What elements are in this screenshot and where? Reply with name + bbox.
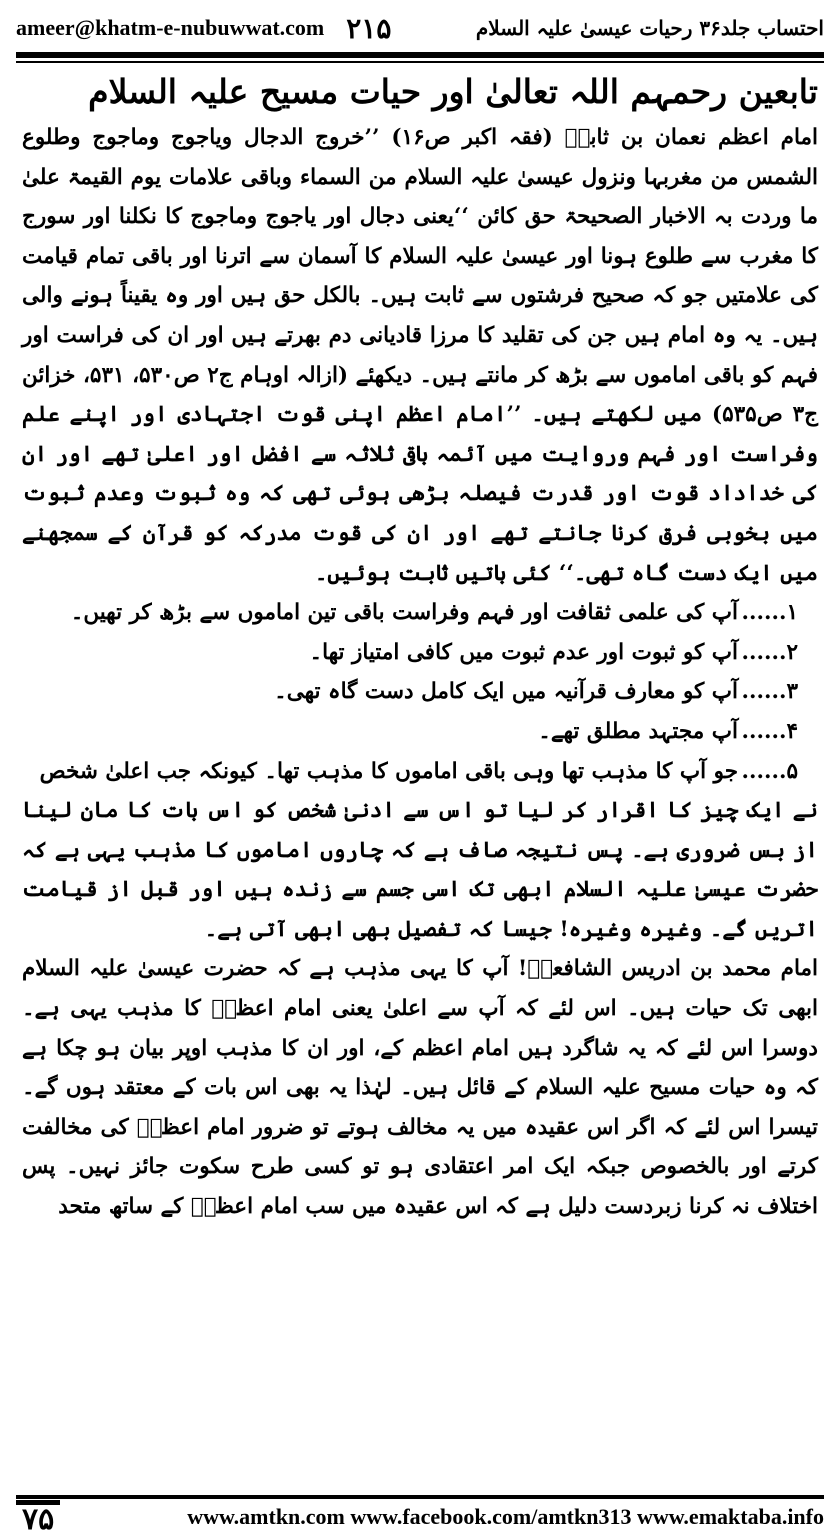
list-item-text: جو آپ کا مذہب تھا وہی باقی اماموں کا مذہب تھا۔ کیونکہ جب اعلیٰ شخص: [39, 758, 738, 784]
paragraph-3: امام محمد بن ادریس الشافعیؒ! آپ کا یہی مذہب ہے کہ حضرت عیسیٰ علیہ السلام ابھی تک حیات ہیں۔ اس لئے کہ آپ سے اعلیٰ یعنی امام اعظمؒ کا مذہب یہی ہے۔ دوسرا اس لئے کہ یہ شاگرد ہیں امام اعظم کے، اور ان کا مذہب اوپر بیان ہو چکا ہے کہ وہ حیات مسیح علیہ السلام کے قائل ہیں۔ لہٰذا یہ بھی اس بات کے معتقد ہوں گے۔ تیسرا اس لئے کہ اگر اس عقیدہ میں یہ مخالف ہوتے تو ضرور امام اعظمؒ کی مخالفت کرتے اور بالخصوص جبکہ ایک امر اعتقادی ہو تو کسی طرح سکوت جائز نہیں۔ پس اختلاف نہ کرنا زبردست دلیل ہے کہ اس عقیدہ میں سب امام اعظمؒ کے ساتھ متحد: [22, 956, 818, 1220]
list-item-number: ۲......: [741, 639, 798, 665]
header-left: [16, 12, 391, 45]
list-item-number: ۱......: [741, 600, 798, 626]
paragraph-1: امام اعظم نعمان بن ثابتؒ (فقہ اکبر ص۱۶) ’’خروج الدجال ویاجوج وماجوج وطلوع الشمس من مغربہا ونزول عیسیٰ علیہ السلام من السماء وباقی علامات یوم القیمۃ علیٰ ما وردت بہ الاخبار الصحیحۃ حق کائن ‘‘یعنی دجال اور یاجوج وماجوج کا نکلنا اور سورج کا مغرب سے طلوع ہونا اور عیسیٰ علیہ السلام کا آسمان سے اترنا اور باقی تمام قیامت کی علامتیں جو کہ صحیح فرشتوں سے ثابت ہیں۔ بالکل حق ہیں اور وہ یقیناً ہونے والی ہیں۔ یہ وہ امام ہیں جن کی تقلید کا مرزا قادیانی دم بھرتے ہیں اور ان کی فراست اور فہم کو باقی اماموں سے بڑھ کر مانتے ہیں۔ دیکھئے (ازالہ اوہام ج۲ ص۵۳۰، ۵۳۱، خزائن ج۳ ص۵۳۵) میں لکھتے ہیں۔ ’’امام اعظم اپنی قوت اجتہادی اور اپنے علم وفراست اور فہم وروایت میں آئمہ باقی ثلاثہ سے افضل اور اعلیٰ تھے اور ان کی خداداد قوت اور قدرت فیصلہ بڑھی ہوئی تھی کہ وہ ثبوت وعدم ثبوت میں بخوبی فرق کرنا جانتے تھے اور ان کی قوت مدرکہ کو قرآن کے سمجھنے میں ایک دست گاہ تھی۔‘‘ کئی باتیں ثابت ہوئیں۔: [22, 125, 819, 586]
section-heading: تابعین رحمہم اللہ تعالیٰ اور حیات مسیح علیہ السلام: [88, 72, 818, 111]
list-item-number: ۳......: [741, 679, 798, 705]
list-item-text: آپ کی علمی ثقافت اور فہم وفراست باقی تین اماموں سے بڑھ کر تھیں۔: [70, 600, 738, 626]
list-item-text: آپ کو ثبوت اور عدم ثبوت میں کافی امتیاز تھا۔: [309, 639, 738, 665]
list-item: [22, 672, 818, 712]
points-list: [22, 593, 818, 791]
footer-websites[interactable]: www.amtkn.com www.facebook.com/amtkn313 www.emaktaba.info: [187, 1504, 824, 1529]
list-item: [22, 752, 818, 792]
header-email[interactable]: ameer@khatm-e-nubuwwat.com: [16, 15, 325, 40]
header-rule-thin: [16, 61, 824, 63]
list-item-number: ۵......: [741, 758, 798, 784]
list-item: [22, 633, 818, 673]
list-item-text: آپ کو معارف قرآنیہ میں ایک کامل دست گاہ تھی۔: [274, 679, 738, 705]
header-page-number: ۲۱۵: [346, 11, 392, 45]
list-item: [22, 593, 818, 633]
page-header: [16, 10, 824, 46]
header-rule-thick: [16, 52, 824, 58]
header-book-title: احتساب جلد۳۶ رحیات عیسیٰ علیہ السلام: [475, 16, 824, 40]
paragraph-2: نے ایک چیز کا اقرار کر لیا تو اس سے ادنیٰ شخص کو اس بات کا مان لینا از بس ضروری ہے۔ پس نتیجہ صاف ہے کہ چاروں اماموں کا مذہب یہی ہے کہ حضرت عیسیٰ علیہ السلام ابھی تک اسی جسم سے زندہ ہیں اور قبل از قیامت اتریں گے۔ وغیرہ وغیرہ! جیسا کہ تفصیل بھی ابھی آتی ہے۔: [22, 798, 818, 942]
footer-rule: [16, 1495, 824, 1499]
footer-page-number: ۷۵: [16, 1500, 60, 1535]
page-content: [22, 66, 818, 1227]
list-item-text: آپ مجتہد مطلق تھے۔: [538, 718, 738, 744]
list-item: [22, 712, 818, 752]
list-item-number: ۴......: [741, 718, 798, 744]
page-footer: [16, 1500, 824, 1537]
